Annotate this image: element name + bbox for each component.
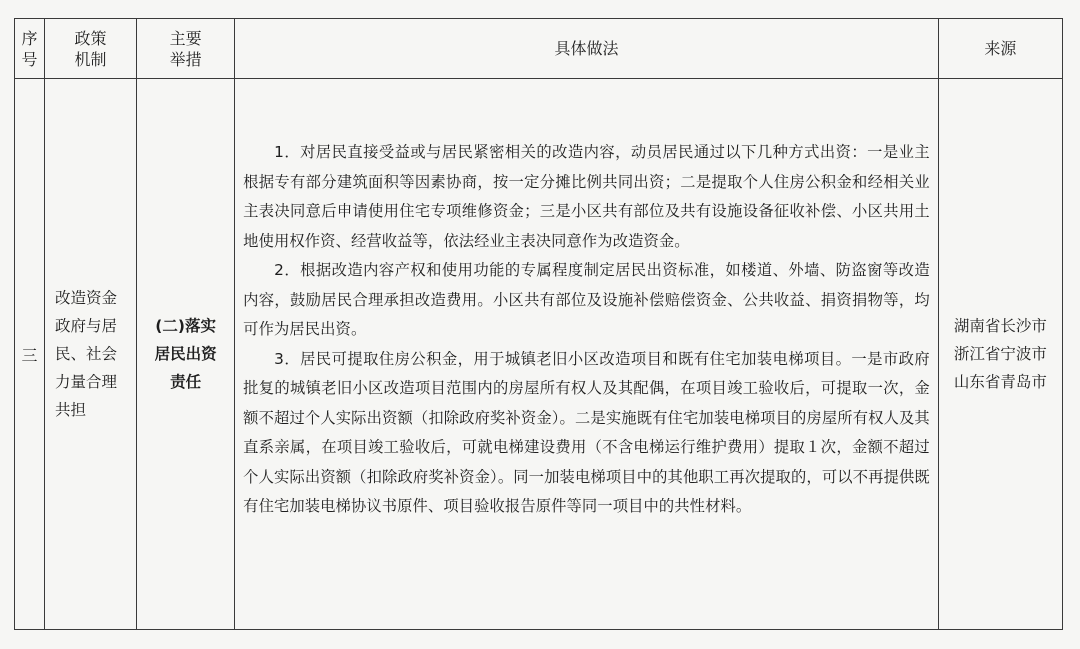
measure-line: 居民出资 bbox=[154, 345, 217, 363]
practice-cell bbox=[235, 79, 939, 630]
practice-paragraph-2: 2．根据改造内容产权和使用功能的专属程度制定居民出资标准，如楼道、外墙、防盗窗等改造内容，鼓励居民合理承担改造费用。小区共有部位及设施补偿赔偿资金、公共收益、捐资捐物等，均可作为居民出资。 bbox=[243, 261, 930, 338]
mechanism-line: 民、社会 bbox=[55, 345, 118, 363]
source-cell bbox=[938, 79, 1062, 630]
header-practice: 具体做法 bbox=[235, 19, 939, 79]
practice-paragraph-1: 1．对居民直接受益或与居民紧密相关的改造内容，动员居民通过以下几种方式出资：一是业主根据专有部分建筑面积等因素协商，按一定分摊比例共同出资；二是提取个人住房公积金和经相关业主表决同意后申请使用住宅专项维修资金；三是小区共有部位及共有设施设备征收补偿、小区共用土地使用权作资、经营收益等，依法经业主表决同意作为改造资金。 bbox=[243, 143, 930, 250]
policy-table bbox=[14, 18, 1063, 630]
source-city: 浙江省宁波市 bbox=[953, 345, 1047, 363]
mechanism-cell bbox=[45, 79, 137, 630]
table-header-row bbox=[15, 19, 1063, 79]
header-no bbox=[15, 19, 45, 79]
measure-line: 责任 bbox=[170, 373, 202, 391]
measure-line: (二)落实 bbox=[155, 317, 216, 335]
table-row bbox=[15, 79, 1063, 630]
header-measure bbox=[137, 19, 235, 79]
row-number: 三 bbox=[15, 79, 45, 630]
header-mechanism-line2: 机制 bbox=[74, 49, 107, 69]
header-no-line2: 号 bbox=[21, 49, 38, 69]
header-mechanism bbox=[45, 19, 137, 79]
header-no-line1: 序 bbox=[21, 28, 38, 48]
header-measure-line2: 举措 bbox=[169, 49, 202, 69]
header-mechanism-line1: 政策 bbox=[74, 28, 107, 48]
mechanism-line: 共担 bbox=[55, 401, 87, 419]
mechanism-line: 力量合理 bbox=[55, 373, 118, 391]
source-city: 湖南省长沙市 bbox=[953, 317, 1047, 335]
measure-cell bbox=[137, 79, 235, 630]
practice-paragraph-3: 3．居民可提取住房公积金，用于城镇老旧小区改造项目和既有住宅加装电梯项目。一是市政府批复的城镇老旧小区改造项目范围内的房屋所有权人及其配偶，在项目竣工验收后，可提取一次，金额不超过个人实际出资额（扣除政府奖补资金）。二是实施既有住宅加装电梯项目的房屋所有权人及其直系亲属，在项目竣工验收后，可就电梯建设费用（不含电梯运行维护费用）提取１次，金额不超过个人实际出资额（扣除政府奖补资金）。同一加装电梯项目中的其他职工再次提取的，可以不再提供既有住宅加装电梯协议书原件、项目验收报告原件等同一项目中的共性材料。 bbox=[243, 349, 930, 515]
mechanism-line: 政府与居 bbox=[55, 317, 118, 335]
source-city: 山东省青岛市 bbox=[953, 373, 1047, 391]
header-measure-line1: 主要 bbox=[169, 28, 202, 48]
header-source: 来源 bbox=[938, 19, 1062, 79]
mechanism-line: 改造资金 bbox=[55, 289, 118, 307]
